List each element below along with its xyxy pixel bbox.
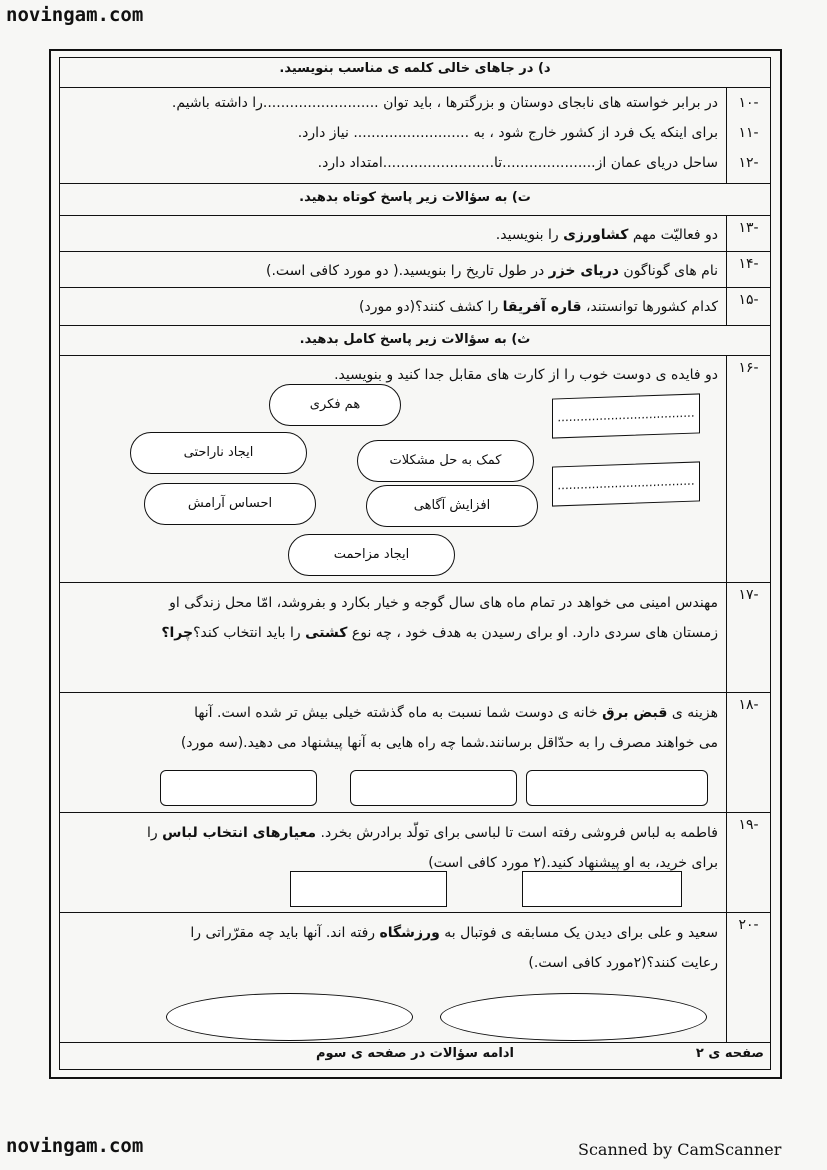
section-title: د) در جاهای خالی کلمه ی مناسب بنویسید.	[279, 61, 551, 76]
q14-text	[66, 256, 718, 286]
q12-text: ساحل دریای عمان از.....................تا.........................امتداد دارد.	[317, 155, 718, 171]
question-numbers	[726, 88, 770, 183]
q17-keyword: کشتی	[305, 625, 348, 641]
q11-number: -۱۱	[738, 125, 759, 141]
scanner-label: Scanned by CamScanner	[578, 1140, 782, 1159]
answer-banner-1[interactable]	[290, 871, 447, 907]
q11-text: برای اینکه یک فرد از کشور خارج شود ، به .......................... نیاز دارد.	[297, 125, 718, 141]
q13-keyword: کشاورزی	[563, 227, 629, 243]
exam-table	[59, 57, 771, 1070]
q10-number: -۱۰	[738, 95, 759, 111]
q17-keyword-why: چرا؟	[161, 625, 194, 641]
card-item: احساس آرامش	[144, 483, 316, 525]
q20-line1-pre: سعید و علی برای دیدن یک مسابقه ی فوتبال به	[439, 925, 718, 941]
answer-box-1[interactable]	[160, 770, 317, 806]
question-texts	[66, 88, 718, 178]
q17-line2-post: را باید انتخاب کند؟	[193, 625, 306, 641]
q18-line1-post: خانه ی دوست شما نسبت به ماه گذشته خیلی بیش تر شده است. آنها	[194, 705, 603, 721]
continue-note: ادامه سؤالات در صفحه ی سوم	[316, 1046, 514, 1061]
q17-text	[66, 587, 718, 647]
section-title: ث) به سؤالات زیر پاسخ کامل بدهید.	[299, 332, 531, 347]
answer-oval-1[interactable]	[166, 993, 413, 1041]
card-item: افزایش آگاهی	[366, 485, 538, 527]
q10-text: در برابر خواسته های نابجای دوستان و بزرگترها ، باید توان ..........................را داشته باشیم.	[171, 95, 718, 111]
page-footer	[60, 1043, 770, 1069]
card-item: ایجاد مزاحمت	[288, 534, 455, 576]
question-18	[60, 693, 770, 813]
q16-text: دو فایده ی دوست خوب را از کارت های مقابل جدا کنید و بنویسید.	[334, 367, 718, 383]
q19-line2: برای خرید، به او پیشنهاد کنید.(۲ مورد کافی است)	[428, 855, 718, 871]
page-number: صفحه ی ۲	[695, 1046, 764, 1061]
section-header-d	[60, 58, 770, 88]
q18-line2: می خواهند مصرف را به حدّاقل برسانند.شما چه راه هایی به آنها پیشنهاد می دهید.(سه مورد)	[180, 735, 718, 751]
q20-number: -۲۰	[726, 913, 770, 1042]
q18-text	[66, 697, 718, 757]
q17-line2	[66, 617, 718, 647]
q14-pre: نام های گوناگون	[618, 263, 718, 279]
question-19	[60, 813, 770, 913]
answer-banner-1[interactable]: ....................................	[552, 393, 700, 438]
question-13	[60, 216, 770, 252]
card-item: کمک به حل مشکلات	[357, 440, 534, 482]
question-15	[60, 288, 770, 326]
card-item: ایجاد ناراحتی	[130, 432, 307, 474]
q13-post: را بنویسید.	[495, 227, 564, 243]
q18-line1-pre: هزینه ی	[667, 705, 718, 721]
q15-text	[66, 292, 718, 322]
watermark-bottom: novingam.com	[6, 1135, 144, 1157]
card-item: هم فکری	[269, 384, 401, 426]
section-header-th	[60, 326, 770, 356]
question-17	[60, 583, 770, 693]
q18-number: -۱۸	[726, 693, 770, 812]
q19-text	[66, 817, 718, 877]
q20-line2: رعایت کنند؟(۲مورد کافی است.)	[528, 955, 718, 971]
watermark-top: novingam.com	[6, 4, 144, 26]
q16-number: -۱۶	[726, 356, 770, 582]
q19-line1-pre: فاطمه به لباس فروشی رفته است تا لباسی برای تولّد برادرش بخرد.	[316, 825, 718, 841]
q17-line1: مهندس امینی می خواهد در تمام ماه های سال گوجه و خیار بکارد و بفروشد، امّا محل زندگی او	[169, 595, 718, 611]
answer-box-3[interactable]	[526, 770, 708, 806]
q20-text	[66, 917, 718, 977]
q13-pre: دو فعالیّت مهم	[628, 227, 718, 243]
q14-post: در طول تاریخ را بنویسید.( دو مورد کافی است.)	[266, 263, 549, 279]
exam-sheet	[49, 49, 782, 1079]
q20-line1-post: رفته اند. آنها باید چه مقرّراتی را	[190, 925, 380, 941]
q12-number: -۱۲	[738, 155, 759, 171]
question-20	[60, 913, 770, 1043]
q13-text	[66, 220, 718, 250]
q20-keyword: ورزشگاه	[379, 925, 440, 941]
section-title: ت) به سؤالات زیر پاسخ کوتاه بدهید.	[299, 190, 531, 205]
answer-box-2[interactable]	[350, 770, 517, 806]
q14-number: -۱۴	[726, 252, 770, 287]
answer-banner-2[interactable]	[522, 871, 682, 907]
question-14	[60, 252, 770, 288]
section-header-t	[60, 184, 770, 216]
q15-post: را کشف کنند؟(دو مورد)	[359, 299, 503, 315]
answer-banner-2[interactable]: ....................................	[552, 461, 700, 506]
q17-line2-pre: زمستان های سردی دارد. او برای رسیدن به هدف خود ، چه نوع	[347, 625, 718, 641]
q14-keyword: دریای خزر	[548, 263, 619, 279]
q15-number: -۱۵	[726, 288, 770, 325]
q19-line1-post: را	[147, 825, 163, 841]
q19-line1	[66, 817, 718, 847]
q19-keyword: معیارهای انتخاب لباس	[162, 825, 317, 841]
answer-oval-2[interactable]	[440, 993, 707, 1041]
q18-line1	[66, 697, 718, 727]
cards-area	[60, 356, 720, 583]
q17-number: -۱۷	[726, 583, 770, 692]
q19-number: -۱۹	[726, 813, 770, 912]
q15-pre: کدام کشورها توانستند،	[581, 299, 718, 315]
q20-line1	[66, 917, 718, 947]
question-16	[60, 356, 770, 583]
q18-keyword: قبض برق	[602, 705, 668, 721]
q13-number: -۱۳	[726, 216, 770, 251]
question-group-10-12	[60, 88, 770, 184]
q15-keyword: قاره آفریقا	[502, 299, 582, 315]
